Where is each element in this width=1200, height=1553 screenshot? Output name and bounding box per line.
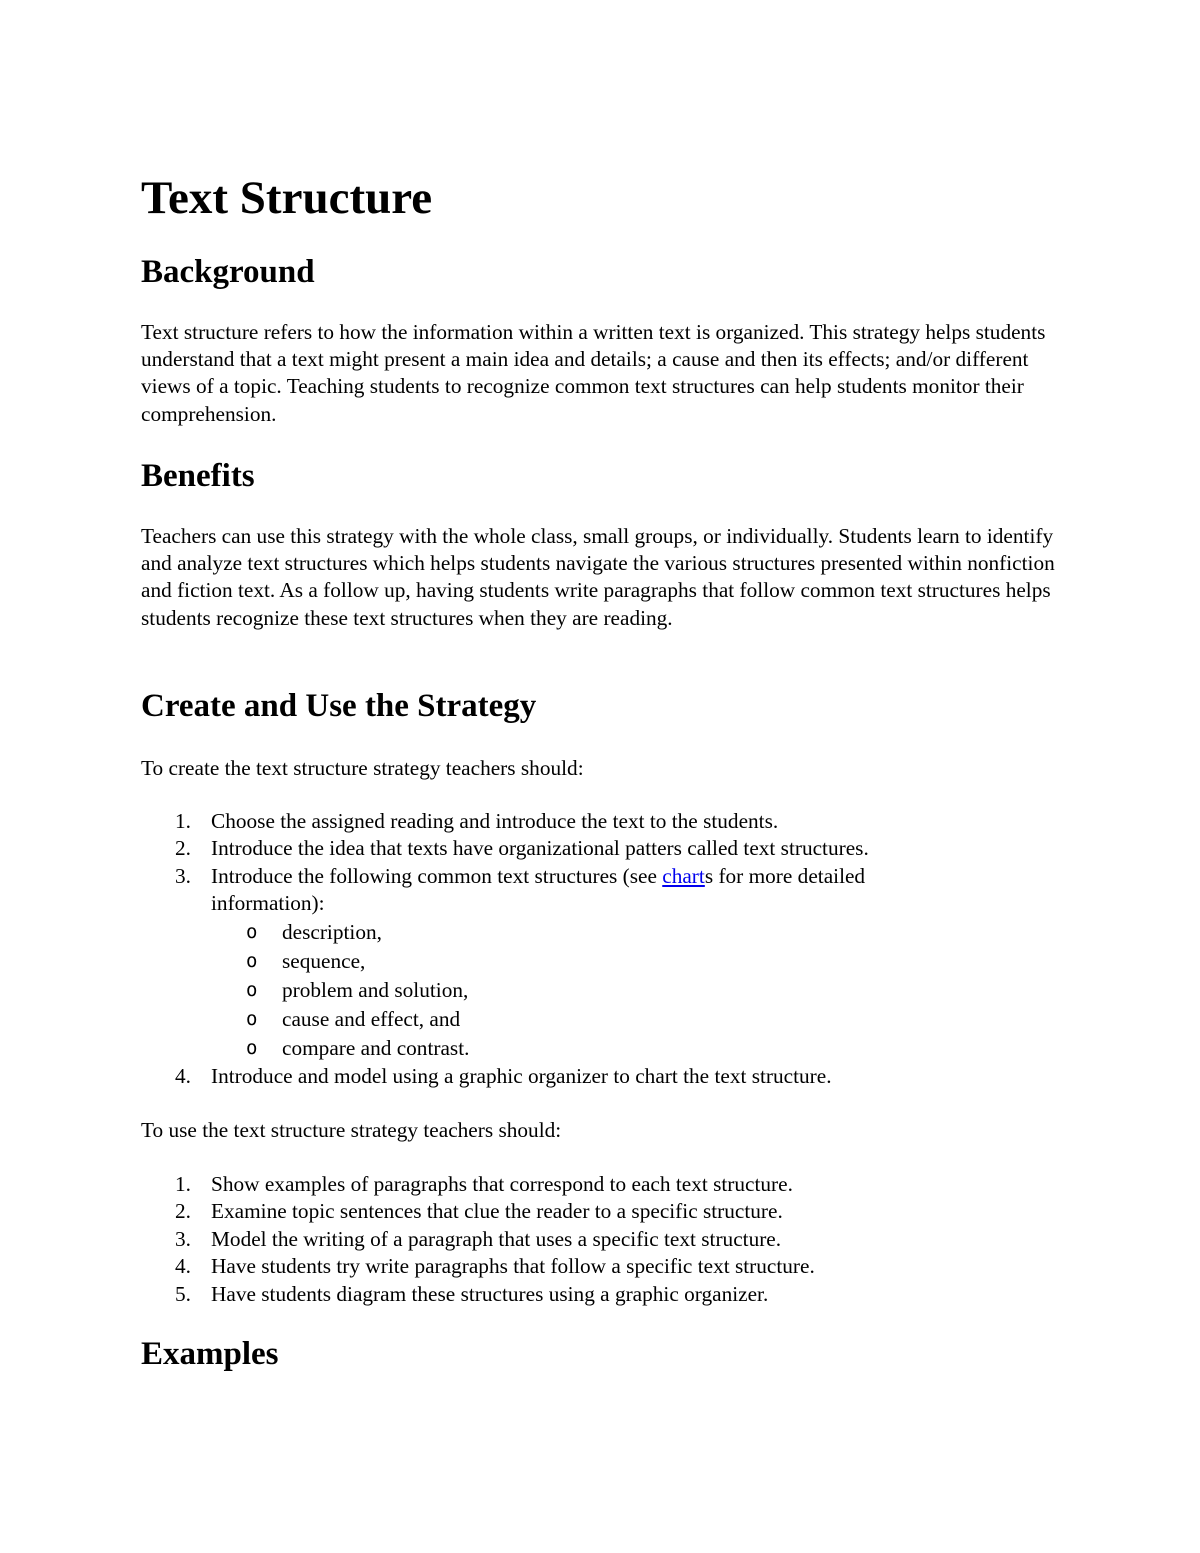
create-use-heading: Create and Use the Strategy	[141, 688, 537, 724]
list-item	[141, 1281, 971, 1308]
examples-heading: Examples	[141, 1336, 279, 1372]
bullet-icon: o	[246, 1007, 258, 1030]
list-number: 1.	[175, 1172, 191, 1196]
list-item	[141, 1171, 971, 1198]
benefits-heading: Benefits	[141, 458, 255, 494]
structure-text: compare and contrast.	[282, 1035, 470, 1060]
structure-item	[211, 1034, 1042, 1063]
create-intro: To create the text structure strategy teachers should:	[141, 756, 584, 780]
list-item	[141, 808, 971, 835]
use-intro: To use the text structure strategy teachers should:	[141, 1118, 562, 1142]
bullet-icon: o	[246, 1036, 258, 1059]
structures-list	[211, 918, 971, 1063]
background-heading: Background	[141, 254, 315, 290]
bullet-icon: o	[246, 978, 258, 1001]
list-item-text: Have students diagram these structures using a graphic organizer.	[211, 1281, 769, 1306]
structure-item	[211, 947, 1042, 976]
use-steps-list	[141, 1171, 971, 1308]
list-item	[141, 1063, 971, 1090]
list-number: 4.	[175, 1254, 191, 1279]
structure-text: description,	[282, 919, 382, 944]
structure-item	[211, 976, 1042, 1005]
list-item	[141, 863, 971, 1063]
structure-item	[211, 1005, 1042, 1034]
list-number: 4.	[175, 1063, 191, 1088]
structure-text: cause and effect, and	[282, 1006, 461, 1031]
list-item-text: Show examples of paragraphs that correspond to each text structure.	[211, 1172, 793, 1196]
list-number: 3.	[175, 863, 191, 888]
list-item	[141, 1198, 971, 1225]
list-item	[141, 1226, 971, 1253]
list-number: 2.	[175, 1199, 191, 1224]
list-item	[141, 835, 971, 862]
list-number: 3.	[175, 1226, 191, 1251]
background-paragraph: Text structure refers to how the information within a written text is organized. This strategy helps students understand that a text might present a main idea and details; a cause and then its effects; and/or different views of a topic. Teaching students to recognize common text structures can help students monitor their comprehension.	[141, 320, 1046, 426]
bullet-icon: o	[246, 920, 258, 943]
create-steps-list	[141, 808, 971, 1090]
list-item-text: Introduce the idea that texts have organizational patters called text structures.	[211, 836, 869, 861]
list-number: 1.	[175, 809, 191, 833]
list-item-text: Examine topic sentences that clue the reader to a specific structure.	[211, 1199, 783, 1224]
structure-item	[211, 918, 1042, 947]
benefits-paragraph: Teachers can use this strategy with the whole class, small groups, or individually. Students learn to identify and analyze text structures which helps students navigate the various structures presented within nonfiction and fiction text. As a follow up, having students write paragraphs that follow common text structures helps students recognize these text structures when they are reading.	[141, 524, 1055, 630]
list-number: 2.	[175, 836, 191, 861]
page-title: Text Structure	[141, 172, 433, 224]
list-item-text: Have students try write paragraphs that follow a specific text structure.	[211, 1254, 815, 1279]
list-item-text: Choose the assigned reading and introduce the text to the students.	[211, 809, 779, 833]
list-item-text-before-link: Introduce the following common text structures (see	[211, 863, 663, 888]
chart-link[interactable]: chart	[662, 863, 705, 888]
list-item-text-after-link: s for more detailed information):	[211, 863, 866, 916]
list-number: 5.	[175, 1281, 191, 1306]
bullet-icon: o	[246, 949, 258, 972]
structure-text: sequence,	[282, 948, 366, 973]
list-item-text: Model the writing of a paragraph that uses a specific text structure.	[211, 1226, 782, 1251]
structure-text: problem and solution,	[282, 977, 469, 1002]
list-item	[141, 1253, 971, 1280]
list-item-text: Introduce and model using a graphic organizer to chart the text structure.	[211, 1063, 832, 1088]
